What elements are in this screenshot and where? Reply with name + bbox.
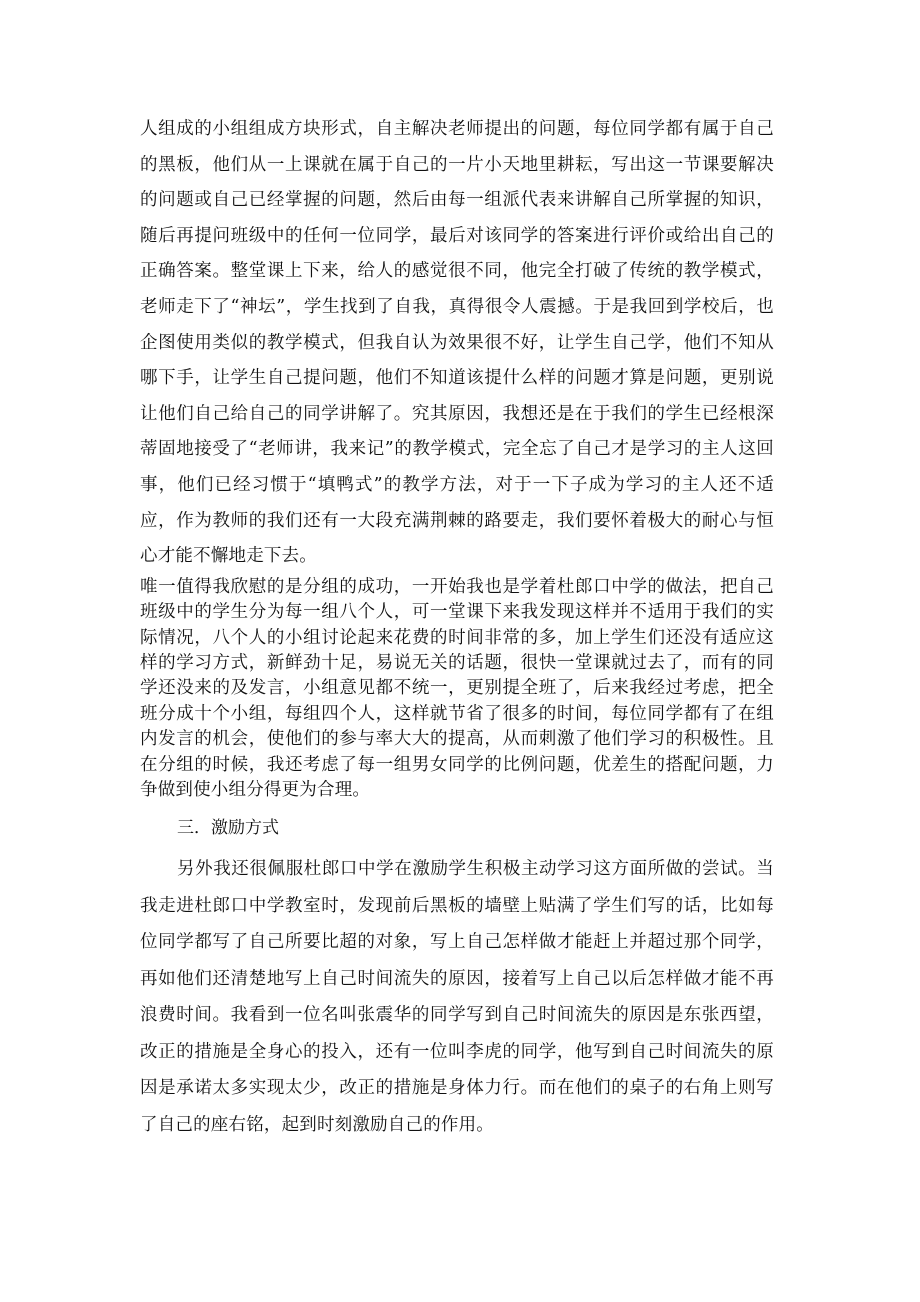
body-paragraph: 另外我还很佩服杜郎口中学在激励学生积极主动学习这方面所做的尝试。当我走进杜郎口中学教室时，发现前后黑板的墙壁上贴满了学生们写的话，比如每位同学都写了自己所要比超的对象，写上自己怎样做才能赶上并超过那个同学，再如他们还清楚地写上自己时间流失的原因，接着写上自己以后怎样做才能不再浪费时间。我看到一位名叫张震华的同学写到自己时间流失的原因是东张西望，改正的措施是全身心的投入，还有一位叫李虎的同学，他写到自己时间流失的原因是承诺太多实现太少，改正的措施是身体力行。而在他们的桌子的右角上则写了自己的座右铭，起到时刻激励自己的作用。 [140,859,774,1135]
body-paragraph: 唯一值得我欣慰的是分组的成功，一开始我也是学着杜郎口中学的做法，把自己班级中的学生分为每一组八个人，可一堂课下来我发现这样并不适用于我们的实际情况，八个人的小组讨论起来花费的时间非常的多，加上学生们还没有适应这样的学习方式，新鲜劲十足，易说无关的话题，很快一堂课就过去了，而有的同学还没来的及发言，小组意见都不统一，更别提全班了，后来我经过考虑，把全班分成十个小组，每组四个人，这样就节省了很多的时间，每位同学都有了在组内发言的机会，使他们的参与率大大的提高，从而刺激了他们学习的积极性。且在分组的时候，我还考虑了每一组男女同学的比例问题，优差生的搭配问题，力争做到使小组分得更为合理。 [140,576,774,800]
section-heading: 三．激励方式 [177,818,279,839]
body-paragraph: 人组成的小组组成方块形式，自主解决老师提出的问题，每位同学都有属于自己的黑板，他们从一上课就在属于自己的一片小天地里耕耘，写出这一节课要解决的问题或自己已经掌握的问题，然后由每一组派代表来讲解自己所掌握的知识，随后再提问班级中的任何一位同学，最后对该同学的答案进行评价或给出自己的正确答案。整堂课上下来，给人的感觉很不同，他完全打破了传统的教学模式，老师走下了“神坛”，学生找到了自我，真得很令人震撼。于是我回到学校后，也企图使用类似的教学模式，但我自认为效果很不好，让学生自己学，他们不知从哪下手，让学生自己提问题，他们不知道该提什么样的问题才算是问题，更别说让他们自己给自己的同学讲解了。究其原因，我想还是在于我们的学生已经根深蒂固地接受了“老师讲，我来记”的教学模式，完全忘了自己才是学习的主人这回事，他们已经习惯于“填鸭式”的教学方法，对于一下子成为学习的主人还不适应，作为教师的我们还有一大段充满荆棘的路要走，我们要怀着极大的耐心与恒心才能不懈地走下去。 [140,119,774,567]
